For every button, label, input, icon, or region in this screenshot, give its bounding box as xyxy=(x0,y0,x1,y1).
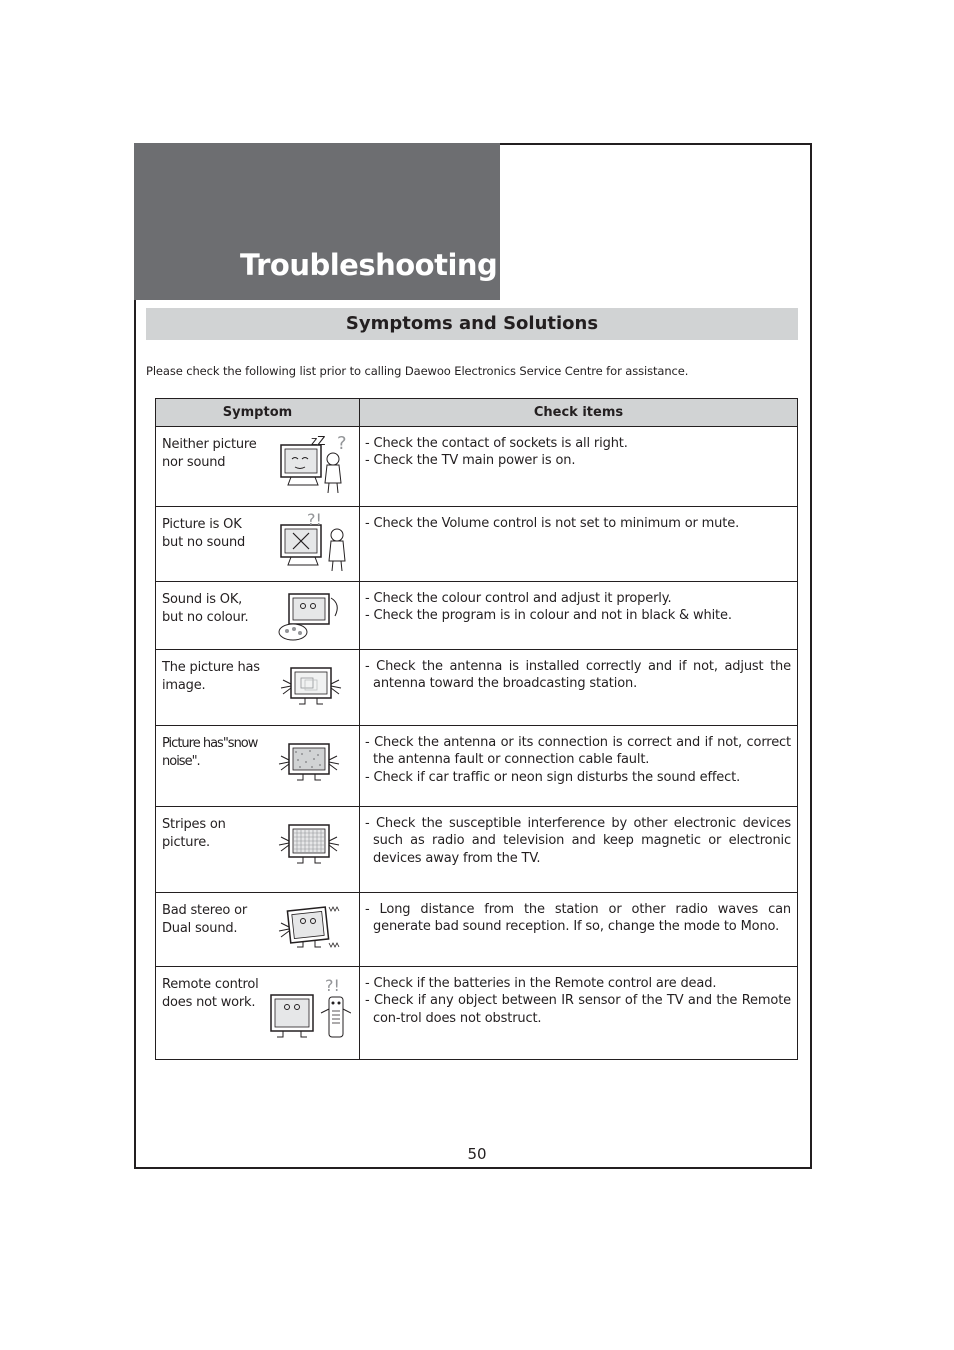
check-item: - Check the colour control and adjust it properly. xyxy=(365,591,672,606)
check-items-cell xyxy=(360,650,798,726)
check-list xyxy=(360,807,797,867)
symptom-cell xyxy=(156,967,360,1060)
table-row xyxy=(156,582,798,650)
symptom-cell xyxy=(156,582,360,650)
check-list xyxy=(360,650,797,693)
check-item: - Check the susceptible interference by other electronic devices such as radio and television and keep magnetic or electronic devices away from the TV. xyxy=(365,816,791,866)
check-item: - Check if car traffic or neon sign disturbs the sound effect. xyxy=(365,769,741,785)
check-list xyxy=(360,967,797,1027)
check-item: - Long distance from the station or other radio waves can generate bad sound reception. If so, change the mode to Mono. xyxy=(365,902,791,935)
header-check-items: Check items xyxy=(360,399,798,427)
check-items-cell xyxy=(360,807,798,893)
table-row xyxy=(156,893,798,967)
section-title: Symptoms and Solutions xyxy=(345,313,599,334)
check-items-cell xyxy=(360,427,798,507)
check-items-cell xyxy=(360,967,798,1060)
troubleshooting-table xyxy=(155,398,798,1060)
check-items-cell xyxy=(360,726,798,807)
symptom-text: Neither picture nor sound xyxy=(162,437,257,470)
bad-sound-tv-icon xyxy=(267,899,351,959)
symptom-cell xyxy=(156,650,360,726)
svg-text:?!: ?! xyxy=(325,976,340,995)
symptom-cell xyxy=(156,893,360,967)
symptom-cell xyxy=(156,726,360,807)
table-row xyxy=(156,726,798,807)
check-item: - Check the program is in colour and not in black & white. xyxy=(365,608,732,624)
symptom-text: Picture is OK but no sound xyxy=(162,517,246,550)
check-list xyxy=(360,507,797,532)
check-items-cell xyxy=(360,507,798,582)
table-row xyxy=(156,427,798,507)
ghost-image-tv-icon xyxy=(271,656,351,712)
symptom-cell xyxy=(156,807,360,893)
table-row xyxy=(156,807,798,893)
symptom-text: Picture has"snow noise". xyxy=(162,736,258,769)
table-row xyxy=(156,507,798,582)
check-item: - Check if the batteries in the Remote control are dead. xyxy=(365,976,717,991)
header-symptom: Symptom xyxy=(156,399,360,427)
check-items-cell xyxy=(360,893,798,967)
symptom-text: Remote control does not work. xyxy=(162,977,259,1010)
check-list xyxy=(360,726,797,786)
svg-text:?: ? xyxy=(337,433,347,454)
check-item: - Check the antenna or its connection is correct and if not, correct the antenna fault or connection cable fault. xyxy=(365,735,791,768)
check-item: - Check the antenna is installed correctly and if not, adjust the antenna toward the broadcasting station. xyxy=(365,659,791,692)
remote-control-tv-icon xyxy=(267,973,351,1043)
colour-palette-tv-icon xyxy=(277,588,351,644)
symptom-text: The picture has image. xyxy=(162,660,260,693)
table-row xyxy=(156,650,798,726)
symptom-cell xyxy=(156,507,360,582)
table-header-row xyxy=(156,399,798,427)
check-items-cell xyxy=(360,582,798,650)
check-list xyxy=(360,582,797,625)
check-item: - Check the TV main power is on. xyxy=(365,453,576,469)
check-list xyxy=(360,893,797,936)
symptom-text: Stripes on picture. xyxy=(162,817,226,850)
page-number: 50 xyxy=(467,1145,487,1163)
snow-noise-tv-icon xyxy=(267,732,351,788)
svg-text:zZ: zZ xyxy=(311,434,326,448)
table-row xyxy=(156,967,798,1060)
check-list xyxy=(360,427,797,470)
svg-text:?!: ?! xyxy=(307,513,322,529)
striped-tv-icon xyxy=(267,813,351,873)
muted-tv-icon xyxy=(277,513,351,575)
page-title: Troubleshooting xyxy=(240,248,498,282)
symptom-cell xyxy=(156,427,360,507)
section-header-bar xyxy=(146,308,798,340)
check-item: - Check if any object between IR sensor of the TV and the Remote con-trol does not obstruct. xyxy=(365,993,791,1026)
intro-text: Please check the following list prior to calling Daewoo Electronics Service Centre for assistance. xyxy=(146,364,689,378)
check-item: - Check the Volume control is not set to minimum or mute. xyxy=(365,516,740,531)
symptom-text: Bad stereo or Dual sound. xyxy=(162,903,247,936)
check-item: - Check the contact of sockets is all right. xyxy=(365,436,628,451)
symptom-text: Sound is OK, but no colour. xyxy=(162,592,249,625)
sleeping-tv-icon xyxy=(277,433,351,495)
